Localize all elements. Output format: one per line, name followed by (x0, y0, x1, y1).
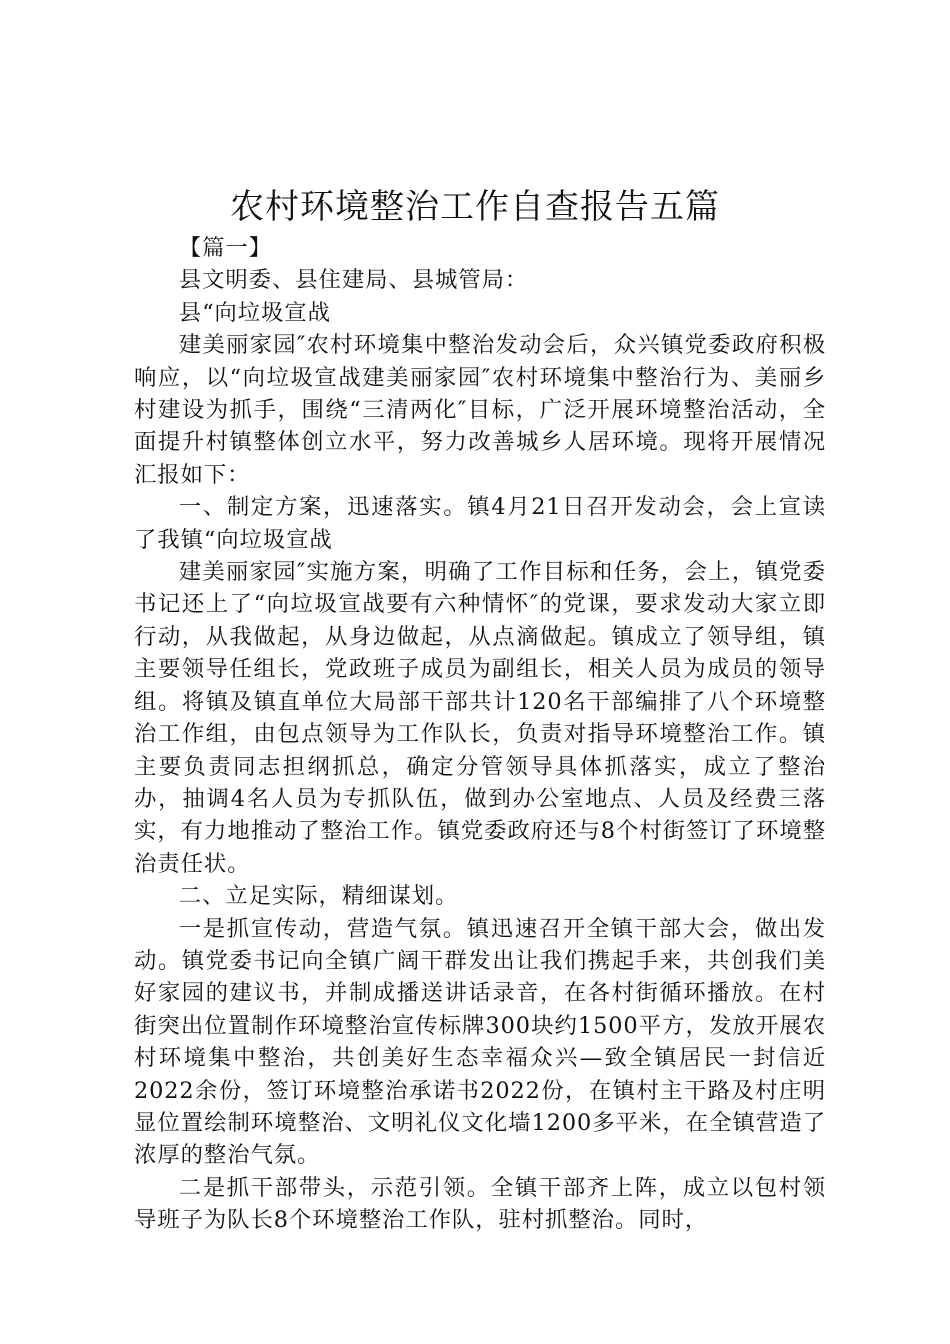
body-paragraph: 一、制定方案，迅速落实。镇4月21日召开发动会，会上宣读了我镇“向垃圾宣战 (134, 494, 826, 553)
document-title: 农村环境整治工作自查报告五篇 (230, 187, 720, 227)
body-paragraph: 县“向垃圾宣战 (178, 299, 331, 326)
body-paragraph: 建美丽家园″实施方案，明确了工作目标和任务，会上，镇党委书记还上了“向垃圾宣战要有六种情怀″的党课，要求发动大家立即行动，从我做起，从身边做起，从点滴做起。镇成立了领导组，镇主要领导任组长，党政班子成员为副组长，相关人员为成员的领导组。将镇及镇直单位大局部干部共计120名干部编排了八个环境整治工作组，由包点领导为工作队长，负责对指导环境整治工作。镇主要负责同志担纲抓总，确定分管领导具体抓落实，成立了整治办，抽调4名人员为专抓队伍，做到办公室地点、人员及经费三落实，有力地推动了整治工作。镇党委政府还与8个村街签订了环境整治责任状。 (134, 559, 826, 877)
section-heading: 【篇一】 (178, 235, 272, 261)
addressee-line: 县文明委、县住建局、县城管局： (178, 267, 529, 294)
body-paragraph: 一是抓宣传动，营造气氛。镇迅速召开全镇干部大会，做出发动。镇党委书记向全镇广阔干群发出让我们携起手来，共创我们美好家园的建议书，并制成播送讲话录音，在各村街循环播放。在村街突出位置制作环境整治宣传标牌300块约1500平方，发放开展农村环境集中整治，共创美好生态幸福众兴—致全镇居民一封信近2022余份，签订环境整治承诺书2022份，在镇村主干路及村庄明显位置绘制环境整治、文明礼仪文化墙1200多平米，在全镇营造了浓厚的整治气氛。 (134, 915, 826, 1169)
body-paragraph: 二、立足实际，精细谋划。 (178, 883, 459, 910)
document-body (134, 232, 826, 1237)
body-paragraph: 建美丽家园″农村环境集中整治发动会后，众兴镇党委政府积极响应，以“向垃圾宣战建美丽家园″农村环境集中整治行为、美丽乡村建设为抓手，围绕“三清两化″目标，广泛开展环境整治活动，全面提升村镇整体创立水平，努力改善城乡人居环境。现将开展情况汇报如下： (134, 332, 826, 488)
body-paragraph: 二是抓干部带头，示范引领。全镇干部齐上阵，成立以包村领导班子为队长8个环境整治工作队，驻村抓整治。同时， (134, 1174, 826, 1234)
